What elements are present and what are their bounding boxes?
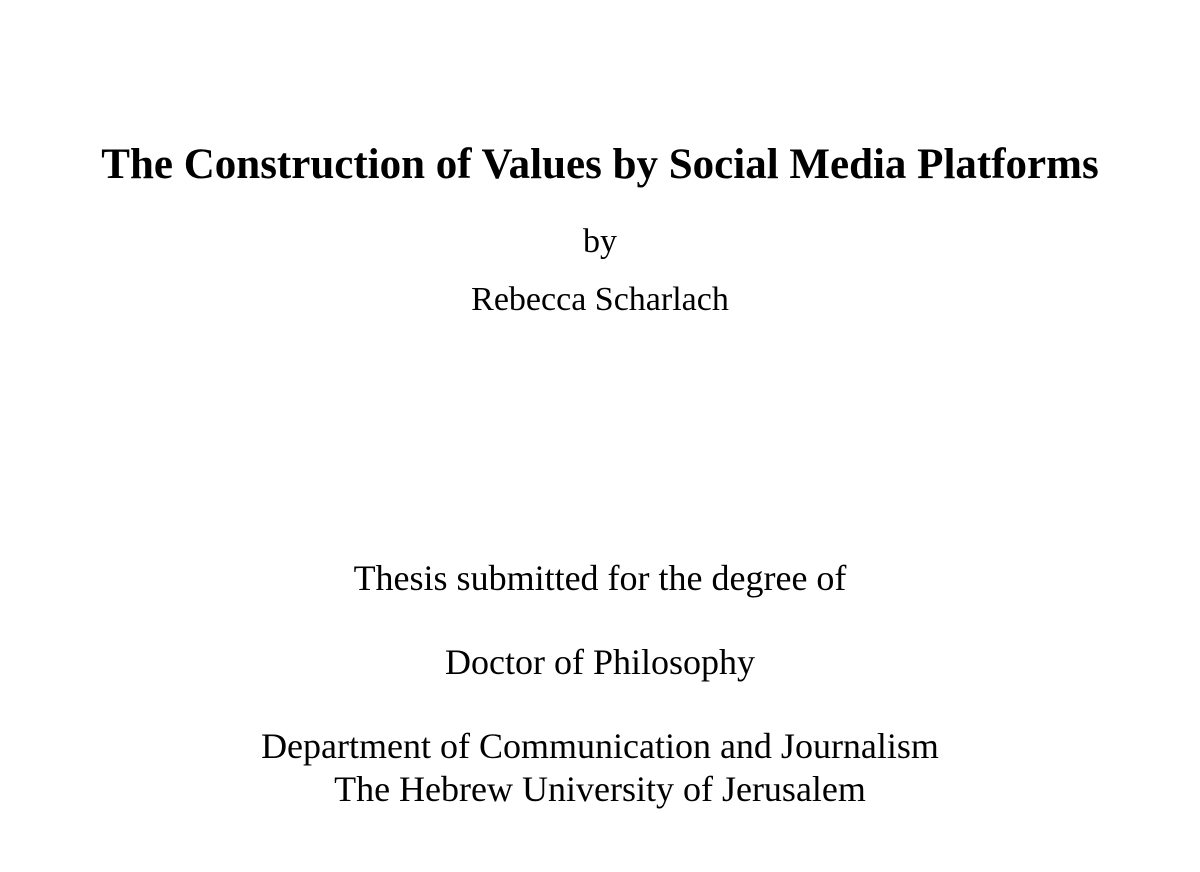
submission-statement: Thesis submitted for the degree of <box>353 558 847 598</box>
department-name: Department of Communication and Journalism <box>261 726 939 766</box>
university-name: The Hebrew University of Jerusalem <box>334 769 866 809</box>
author-name: Rebecca Scharlach <box>471 281 729 318</box>
by-line: by <box>583 223 617 260</box>
degree-name: Doctor of Philosophy <box>445 642 755 682</box>
thesis-title: The Construction of Values by Social Media Platforms <box>101 141 1099 188</box>
